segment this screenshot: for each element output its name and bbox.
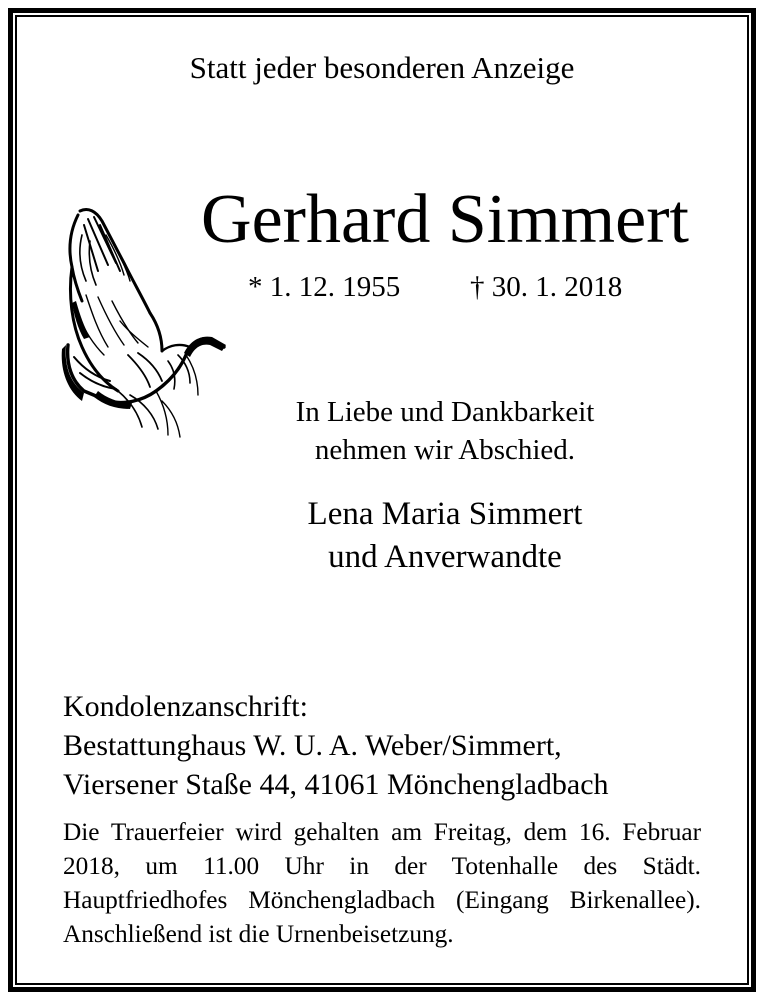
condolence-label: Kondolenzanschrift:	[63, 690, 308, 723]
condolence-company: Bestattunghaus W. U. A. Weber/Simmert,	[63, 729, 562, 762]
notice-header: Statt jeder besonderen Anzeige	[189, 50, 575, 85]
birth-date: * 1. 12. 1955	[248, 271, 401, 303]
farewell-line: In Liebe und Dankbarkeit	[295, 396, 595, 428]
condolence-address: Viersener Staße 44, 41061 Mönchengladbach	[63, 768, 609, 801]
ceremony-text: Die Trauerfeier wird gehalten am Freitag, dem 16. Februar 2018, um 11.00 Uhr in der Totenhalle des Städt. Hauptfriedhofes Mönchengladbach (Eingang Birkenallee). Anschließend ist die Urnenbeisetzung.	[63, 818, 701, 948]
family-line: Lena Maria Simmert	[307, 496, 583, 532]
deceased-name: Gerhard Simmert	[201, 181, 689, 258]
death-date: † 30. 1. 2018	[470, 271, 623, 303]
farewell-line: nehmen wir Abschied.	[314, 434, 576, 466]
family-line: und Anverwandte	[328, 539, 562, 575]
